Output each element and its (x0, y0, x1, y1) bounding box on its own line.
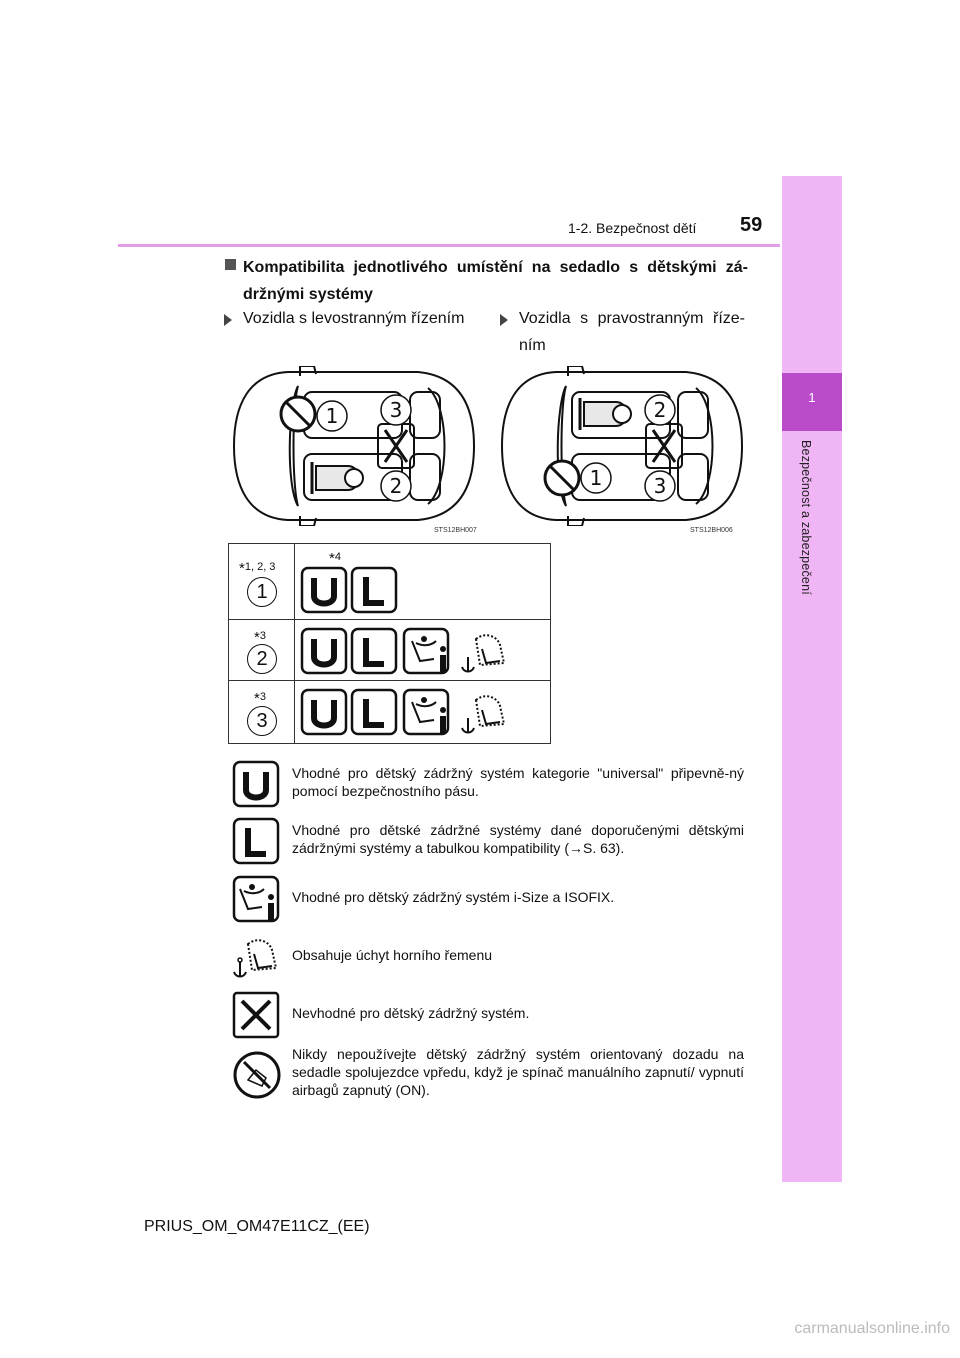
left-drive-car-diagram (228, 366, 480, 526)
seat-number: 3 (389, 398, 403, 422)
chapter-number: 1 (808, 390, 816, 405)
legend-text-no-rear-facing: Nikdy nepoužívejte dětský zádržný systém orientovaný dozadu na sedadle spolujezdce vpředu, když je spínač manuálního zapnutí/ vypnutí airbagů zapnutý (ON). (292, 1046, 744, 1098)
legend-text-limited: Vhodné pro dětské zádržné systémy dané doporučenými dětskými zádržnými systémy a tabulkou kompatibility (→S. 63). (292, 822, 744, 856)
legend-text-isofix: Vhodné pro dětský zádržný systém i-Size a ISOFIX. (292, 889, 615, 905)
seat-number: 1 (589, 466, 603, 490)
document-code: PRIUS_OM_OM47E11CZ_(EE) (144, 1218, 370, 1235)
right-drive-label: Vozidla s pravostranným říze-ním (519, 310, 745, 354)
symbol-row-1 (300, 566, 400, 614)
chapter-title: Bezpečnost a zabezpečení (799, 440, 813, 595)
unsuitable-cross-icon (232, 991, 280, 1039)
page-number: 59 (740, 214, 763, 236)
seat-number-badge: 3 (247, 706, 277, 736)
bullet-triangle-icon (500, 314, 508, 326)
limited-compatibility-icon (232, 817, 280, 865)
section-title: 1-2. Bezpečnost dětí (568, 220, 697, 236)
header-rule (118, 244, 780, 247)
footnote-marker: *1, 2, 3 (239, 560, 276, 577)
seat-number: 3 (653, 474, 667, 498)
watermark: carmanualsonline.info (794, 1320, 950, 1337)
right-drive-car-diagram (496, 366, 748, 526)
footnote-marker: *4 (329, 550, 341, 567)
seat-number: 2 (653, 398, 667, 422)
section-heading: Kompatibilita jednotlivého umístění na sedadlo s dětskými zá-držnými systémy (243, 259, 748, 303)
universal-belt-icon (232, 760, 280, 808)
no-rear-facing-seat-icon (232, 1050, 282, 1100)
heading-square-icon (225, 259, 236, 270)
isofix-icon (232, 875, 280, 923)
seat-number: 2 (389, 474, 403, 498)
legend-text-universal: Vhodné pro dětský zádržný systém kategorie "universal" připevně-ný pomocí bezpečnostního pásu. (292, 765, 744, 799)
seat-number-badge: 1 (247, 577, 277, 607)
top-tether-anchor-icon (232, 934, 282, 980)
legend-text-unsuitable: Nevhodné pro dětský zádržný systém. (292, 1005, 530, 1021)
figure-id: STS12BH007 (434, 527, 477, 534)
seat-number: 1 (325, 404, 339, 428)
left-drive-label: Vozidla s levostranným řízením (243, 310, 465, 327)
symbol-row-3 (300, 688, 510, 736)
footnote-marker: *3 (254, 629, 266, 646)
chapter-side-tab (782, 176, 842, 1182)
footnote-marker: *3 (254, 690, 266, 707)
seat-number-badge: 2 (247, 644, 277, 674)
symbol-row-2 (300, 627, 510, 675)
legend-text-anchor: Obsahuje úchyt horního řemenu (292, 947, 493, 963)
bullet-triangle-icon (224, 314, 232, 326)
figure-id: STS12BH006 (690, 527, 733, 534)
